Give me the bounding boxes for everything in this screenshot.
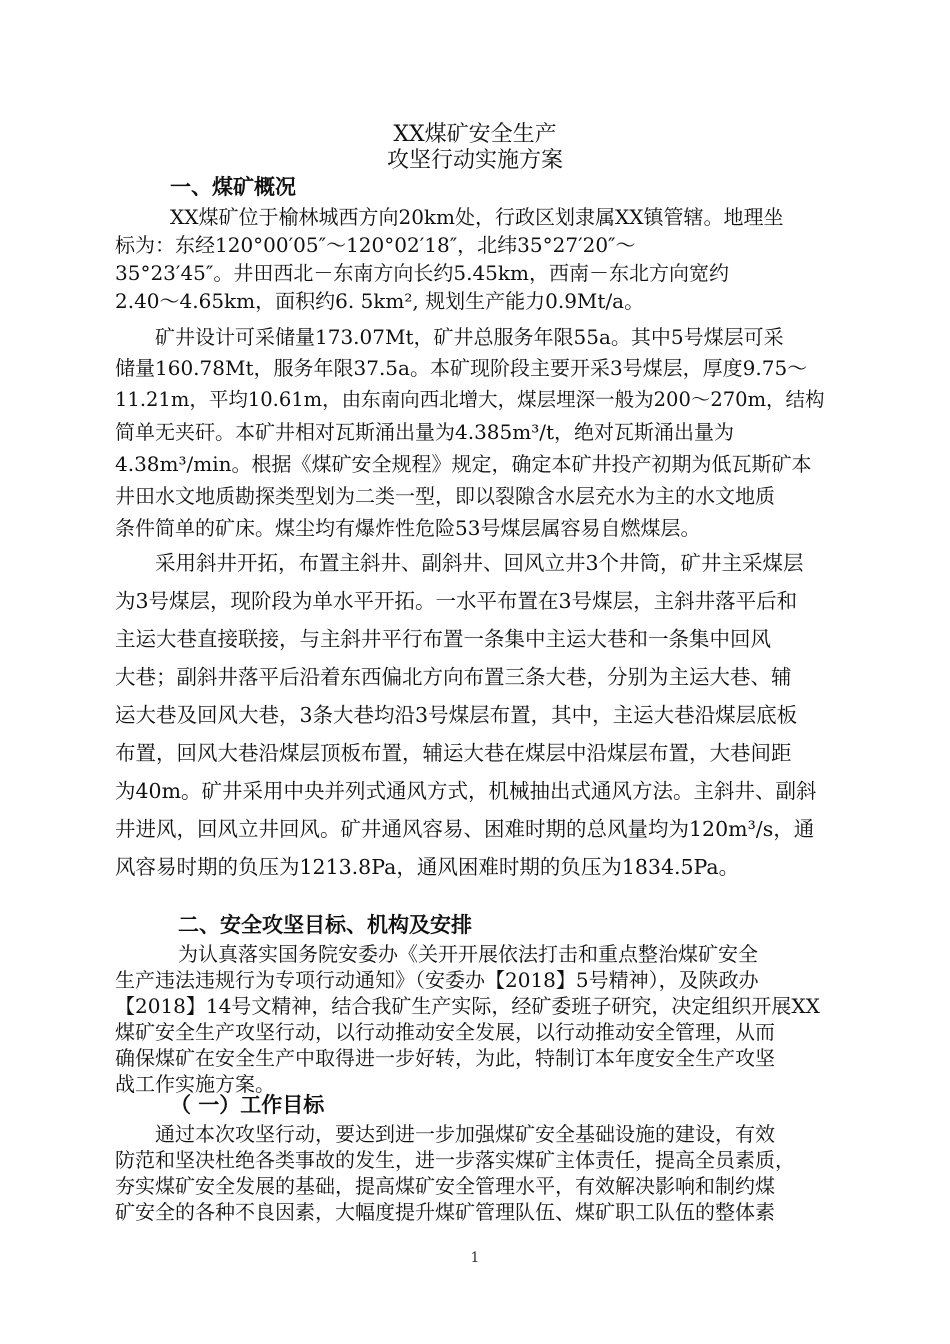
- s1-p2-line: 条件简单的矿床。煤尘均有爆炸性危险53号煤层属容易自燃煤层。: [115, 516, 701, 540]
- section1-heading: 一、煤矿概况: [170, 175, 296, 199]
- s2-p2-line: 通过本次攻坚行动，要达到进一步加强煤矿安全基础设施的建设，有效: [155, 1122, 775, 1146]
- s1-p3-line: 大巷；副斜井落平后沿着东西偏北方向布置三条大巷，分别为主运大巷、辅: [115, 665, 792, 689]
- s1-p3-line: 主运大巷直接联接，与主斜井平行布置一条集中主运大巷和一条集中回风: [115, 627, 771, 651]
- s1-p2-line: 4.38m³/min。根据《煤矿安全规程》规定，确定本矿井投产初期为低瓦斯矿本: [115, 452, 812, 476]
- s1-p1-line: 标为：东经120°00′05″～120°02′18″，北纬35°27′20″～: [115, 233, 636, 257]
- s2-p2-line: 夯实煤矿安全发展的基础，提高煤矿安全管理水平，有效解决影响和制约煤: [115, 1174, 775, 1198]
- s1-p2-line: 井田水文地质勘探类型划为二类一型，即以裂隙含水层充水为主的水文地质: [115, 484, 775, 508]
- s1-p3-line: 运大巷及回风大巷，3条大巷均沿3号煤层布置，其中，主运大巷沿煤层底板: [115, 703, 798, 727]
- s2-p2-line: 矿安全的各种不良因素，大幅度提升煤矿管理队伍、煤矿职工队伍的整体素: [115, 1200, 775, 1224]
- s2-p1-line: 确保煤矿在安全生产中取得进一步好转，为此，特制订本年度安全生产攻坚: [115, 1046, 775, 1070]
- s2-p1-line: 【2018】14号文精神，结合我矿生产实际，经矿委班子研究，决定组织开展XX: [115, 994, 820, 1018]
- document-title-line2: 攻坚行动实施方案: [386, 148, 563, 173]
- s1-p3-line: 风容易时期的负压为1213.8Pa，通风困难时期的负压为1834.5Pa。: [115, 855, 740, 879]
- s1-p2-line: 11.21m，平均10.61m，由东南向西北增大，煤层埋深一般为200～270m，结构: [115, 388, 825, 411]
- s2-p1-line: 战工作实施方案。: [115, 1072, 275, 1096]
- s1-p3-line: 布置，回风大巷沿煤层顶板布置，辅运大巷在煤层中沿煤层布置，大巷间距: [115, 741, 792, 765]
- document-title-line1: XX煤矿安全生产: [393, 122, 557, 147]
- s1-p1-line: 2.40～4.65km，面积约6. 5km², 规划生产能力0.9Mt/a。: [115, 289, 645, 313]
- section2-subheading: （ 一）工作目标: [170, 1093, 325, 1117]
- s2-p2-line: 防范和坚决杜绝各类事故的发生，进一步落实煤矿主体责任，提高全员素质，: [115, 1148, 795, 1172]
- s1-p3-line: 井进风，回风立井回风。矿井通风容易、困难时期的总风量均为120m³/s，通: [115, 817, 815, 841]
- s1-p3-line: 为40m。矿井采用中央并列式通风方式，机械抽出式通风方法。主斜井、副斜: [115, 779, 817, 803]
- s1-p1-line: XX煤矿位于榆林城西方向20km处，行政区划隶属XX镇管辖。地理坐: [170, 205, 784, 229]
- s1-p2-line: 储量160.78Mt，服务年限37.5a。本矿现阶段主要开采3号煤层，厚度9.75～: [115, 356, 808, 380]
- s1-p3-line: 为3号煤层，现阶段为单水平开拓。一水平布置在3号煤层，主斜井落平后和: [115, 589, 798, 613]
- s2-p1-line: 生产违法违规行为专项行动通知》（安委办【2018】5号精神），及陕政办: [115, 968, 759, 992]
- s1-p2-line: 矿井设计可采储量173.07Mt，矿井总服务年限55a。其中5号煤层可采: [155, 325, 784, 349]
- section2-heading: 二、安全攻坚目标、机构及安排: [178, 913, 472, 937]
- page-number: 1: [470, 1250, 480, 1266]
- s1-p1-line: 35°23′45″。井田西北－东南方向长约5.45km，西南－东北方向宽约: [115, 261, 729, 285]
- s2-p1-line: 煤矿安全生产攻坚行动，以行动推动安全发展，以行动推动安全管理，从而: [115, 1020, 775, 1044]
- s1-p2-line: 简单无夹矸。本矿井相对瓦斯涌出量为4.385m³/t，绝对瓦斯涌出量为: [115, 420, 735, 444]
- s2-p1-line: 为认真落实国务院安委办《关开开展依法打击和重点整治煤矿安全: [178, 942, 758, 966]
- s1-p3-line: 采用斜井开拓，布置主斜井、副斜井、回风立井3个井筒，矿井主采煤层: [155, 551, 804, 575]
